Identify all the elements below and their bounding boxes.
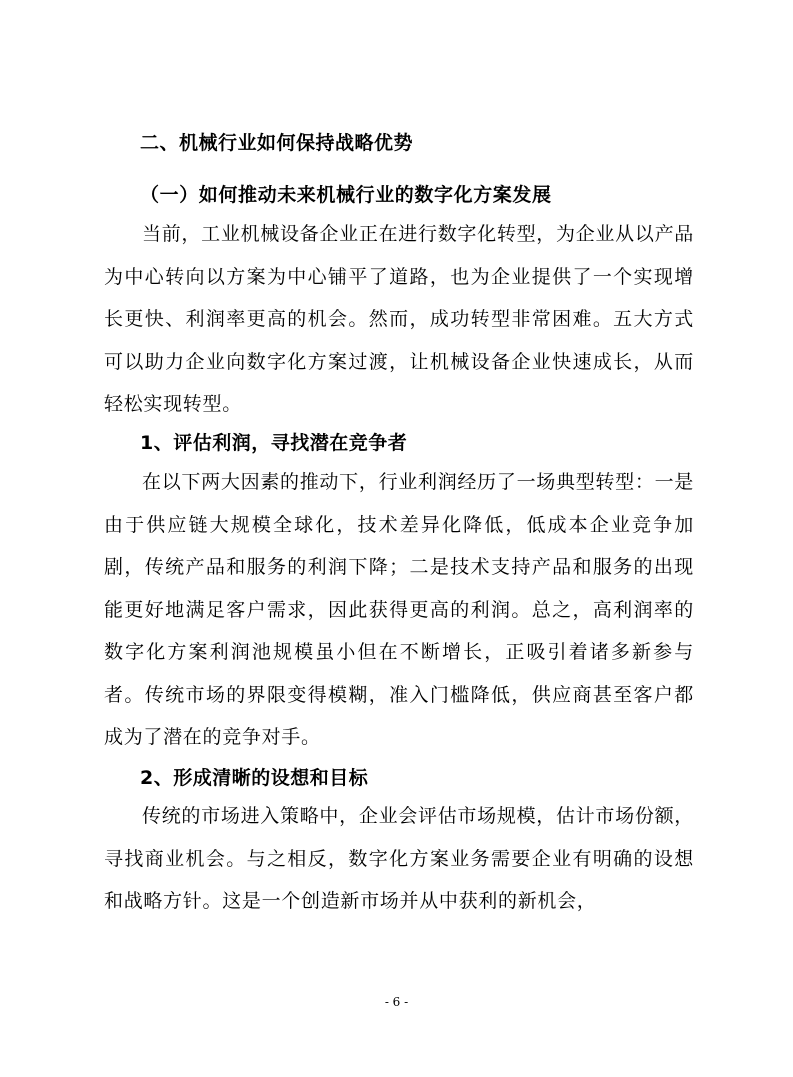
intro-paragraph: 当前，工业机械设备企业正在进行数字化转型，为企业从以产品为中心转向以方案为中心铺平了道路，也为企业提供了一个实现增长更快、利润率更高的机会。然而，成功转型非常困难。五大方式可以助力企业向数字化方案过渡，让机械设备企业快速成长，从而轻松实现转型。	[104, 223, 694, 415]
main-heading: 二、机械行业如何保持战略优势	[140, 132, 414, 154]
section-2-paragraph: 传统的市场进入策略中，企业会评估市场规模，估计市场份额，寻找商业机会。与之相反，数字化方案业务需要企业有明确的设想和战略方针。这是一个创造新市场并从中获利的新机会，	[104, 805, 694, 912]
section-1-paragraph: 在以下两大因素的推动下，行业利润经历了一场典型转型：一是由于供应链大规模全球化，技术差异化降低，低成本企业竞争加剧，传统产品和服务的利润下降；二是技术支持产品和服务的出现能更好地满足客户需求，因此获得更高的利润。总之，高利润率的数字化方案利润池规模虽小但在不断增长，正吸引着诸多新参与者。传统市场的界限变得模糊，准入门槛降低，供应商甚至客户都成为了潜在的竞争对手。	[104, 471, 694, 748]
section-1-heading: 1、评估利润，寻找潜在竞争者	[140, 432, 408, 454]
page-number: - 6 -	[384, 995, 409, 1009]
section-2-heading: 2、形成清晰的设想和目标	[140, 767, 369, 789]
sub-heading: （一）如何推动未来机械行业的数字化方案发展	[140, 184, 552, 206]
